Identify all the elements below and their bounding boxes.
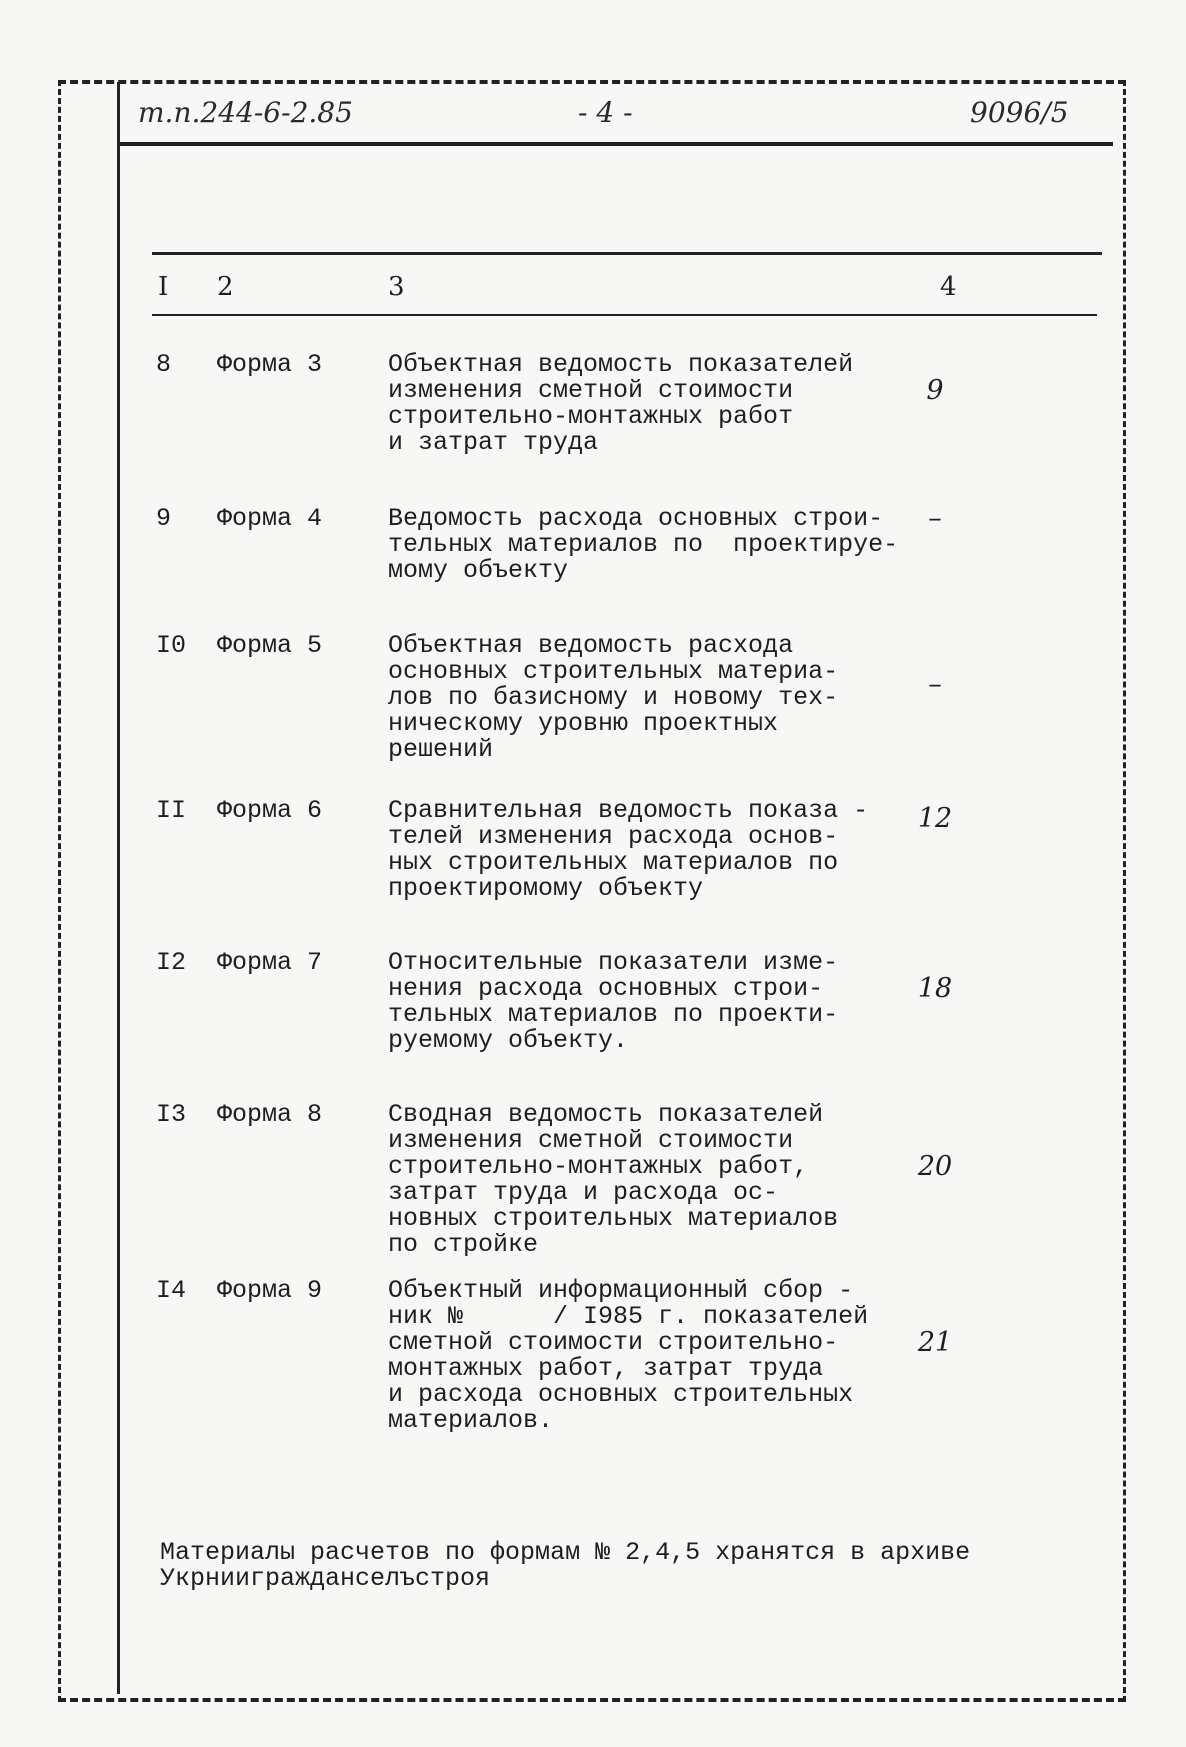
description-line: монтажных работ, затрат труда (388, 1354, 824, 1383)
description-line: Сводная ведомость показателей (388, 1100, 824, 1129)
binding-margin-line (117, 82, 120, 1694)
description-line: мому объекту (388, 556, 569, 585)
description-line: тельных материалов по проектируе- (388, 530, 899, 559)
page-reference: 18 (917, 973, 953, 1004)
row-description (388, 633, 838, 763)
page-reference: 9 (926, 375, 944, 406)
row-number: I2 (156, 948, 187, 977)
form-name: Форма 9 (217, 1276, 323, 1305)
column-header-1: I (158, 272, 169, 302)
description-line: ник № / I985 г. показателей (388, 1302, 869, 1331)
row-number: I4 (156, 1276, 187, 1305)
form-name: Форма 4 (217, 504, 323, 533)
description-line: основных строительных материа- (388, 657, 839, 686)
description-line: Сравнительная ведомость показа - (388, 796, 869, 825)
row-description (388, 798, 868, 902)
footer-note (160, 1540, 970, 1592)
form-name: Форма 5 (217, 631, 323, 660)
description-line: изменения сметной стоимости (388, 1126, 794, 1155)
description-line: тельных материалов по проекти- (388, 1000, 839, 1029)
column-header-2: 2 (217, 272, 234, 302)
row-description (388, 352, 853, 456)
page-reference: 12 (917, 802, 953, 834)
description-line: Объектная ведомость показателей (388, 350, 854, 379)
form-name: Форма 7 (217, 948, 323, 977)
description-line: строительно-монтажных работ, (388, 1152, 809, 1181)
column-header-3: 3 (388, 272, 405, 302)
footer-line: Материалы расчетов по формам № 2,4,5 хранятся в архиве (160, 1538, 971, 1567)
description-line: Ведомость расхода основных строи- (388, 504, 884, 533)
form-name: Форма 8 (217, 1100, 323, 1129)
row-description (388, 506, 898, 584)
form-name: Форма 3 (217, 350, 323, 379)
row-number: 8 (156, 350, 172, 379)
document-number: 9096/5 (970, 96, 1069, 129)
description-line: ных строительных материалов по (388, 848, 839, 877)
page-reference: 21 (917, 1327, 953, 1358)
description-line: телей изменения расхода основ- (388, 822, 839, 851)
row-number: I3 (156, 1100, 187, 1129)
document-code: т.п.244-6-2.85 (138, 96, 353, 129)
description-line: Относительные показатели изме- (388, 948, 839, 977)
page-reference: 20 (917, 1151, 953, 1182)
description-line: и расхода основных строительных (388, 1380, 854, 1409)
row-number: I0 (156, 631, 187, 660)
row-description (388, 1102, 838, 1258)
description-line: лов по базисному и новому тех- (388, 683, 839, 712)
description-line: решений (388, 735, 494, 764)
description-line: и затрат труда (388, 428, 599, 457)
description-line: Объектный информационный сбор - (388, 1276, 854, 1305)
description-line: нения расхода основных строи- (388, 974, 824, 1003)
description-line: изменения сметной стоимости (388, 376, 794, 405)
page-reference: – (928, 503, 942, 534)
row-number: II (156, 796, 187, 825)
header-rule (120, 142, 1113, 146)
row-description (388, 1278, 868, 1434)
row-description (388, 950, 838, 1054)
description-line: сметной стоимости строительно- (388, 1328, 839, 1357)
table-header-rule (152, 314, 1097, 316)
row-number: 9 (156, 504, 172, 533)
table-top-rule (152, 252, 1102, 255)
description-line: материалов. (388, 1406, 554, 1435)
page-number: - 4 - (578, 96, 633, 129)
description-line: затрат труда и расхода ос- (388, 1178, 779, 1207)
footer-line: Укрниигражданселъстроя (160, 1564, 491, 1593)
column-header-4: 4 (940, 272, 957, 302)
page-reference: – (928, 669, 942, 700)
description-line: Объектная ведомость расхода (388, 631, 794, 660)
description-line: руемому объекту. (388, 1026, 629, 1055)
description-line: ническому уровню проектных (388, 709, 779, 738)
description-line: новных строительных материалов (388, 1204, 839, 1233)
description-line: строительно-монтажных работ (388, 402, 794, 431)
description-line: по стройке (388, 1230, 539, 1259)
description-line: проектиромому объекту (388, 874, 704, 903)
form-name: Форма 6 (217, 796, 323, 825)
